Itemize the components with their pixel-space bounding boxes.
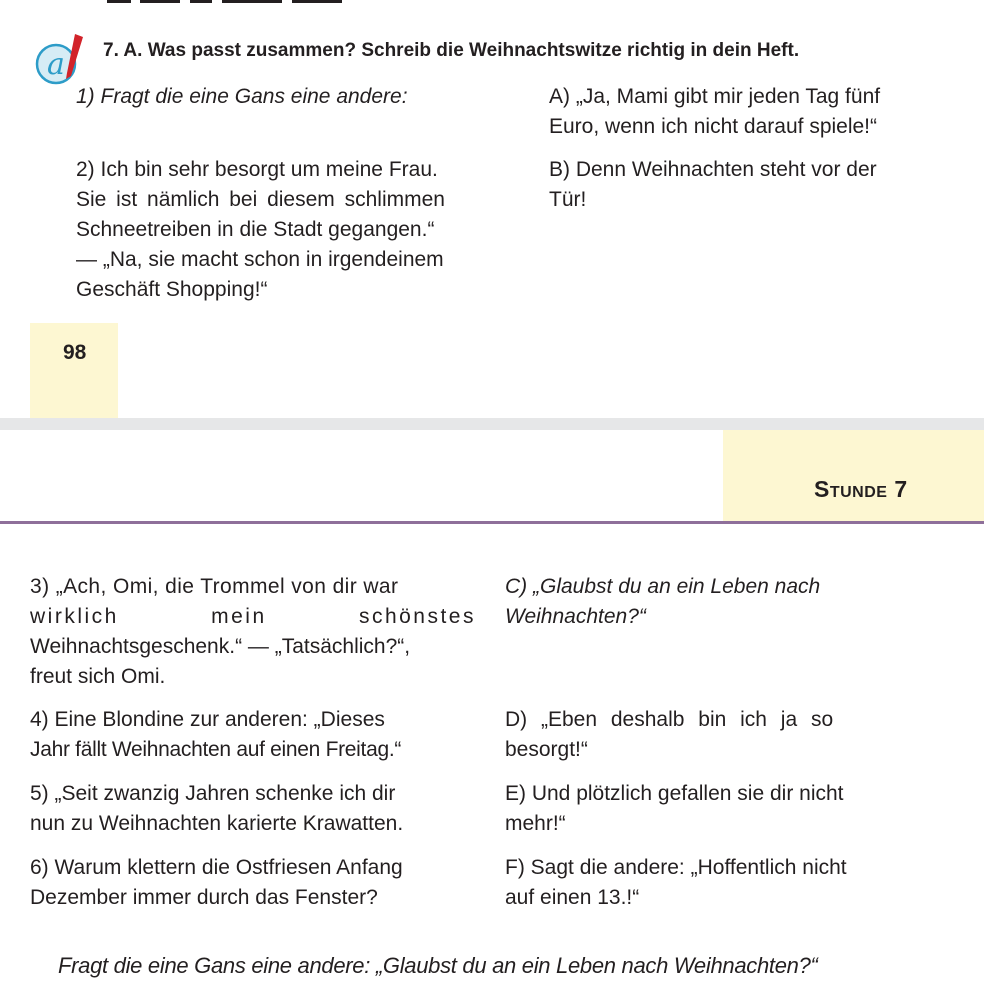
- task-icon-letter: a: [47, 47, 65, 82]
- answer-item-C: C) „Glaubst du an ein Leben nach Weihnachten?“: [505, 575, 821, 628]
- joke-item-2: 2) Ich bin sehr besorgt um meine Frau. Sie ist nämlich bei diesem schlimmen Schneetreiben in die Stadt gegangen.“ — „Na, sie macht schon in irgendeinem Geschäft Shopping!“: [76, 158, 445, 301]
- page-number: 98: [63, 341, 87, 364]
- task-header: 7. A. Was passt zusammen? Schreib die Weihnachtswitze richtig in dein Heft.: [103, 40, 800, 61]
- joke-item-3: 3) „Ach, Omi, die Trommel von dir war wirklich mein schönstes Weihnachtsgeschenk.“ — „Tatsächlich?“, freut sich Omi.: [30, 575, 476, 688]
- spread-line: wirklich mein schönstes: [30, 605, 476, 628]
- answer-item-E: E) Und plötzlich gefallen sie dir nicht mehr!“: [505, 782, 844, 835]
- answer-item-B: B) Denn Weihnachten steht vor der Tür!: [549, 158, 877, 211]
- chapter-rule: [0, 521, 984, 524]
- joke-item-1: 1) Fragt die eine Gans eine andere:: [76, 85, 408, 108]
- page-divider-band: [0, 418, 984, 430]
- answer-item-F: F) Sagt die andere: „Hoffentlich nicht auf einen 13.!“: [505, 856, 847, 909]
- writing-task-icon: [30, 30, 88, 88]
- answer-item-D: D) „Eben deshalb bin ich ja so besorgt!“: [505, 708, 834, 761]
- example-answer: Fragt die eine Gans eine andere: „Glaubst du an ein Leben nach Weihnachten?“: [58, 953, 818, 978]
- joke-item-4: 4) Eine Blondine zur anderen: „Dieses Jahr fällt Weihnachten auf einen Freitag.“: [30, 708, 402, 761]
- answer-item-A: A) „Ja, Mami gibt mir jeden Tag fünf Euro, wenn ich nicht darauf spiele!“: [549, 85, 881, 138]
- joke-item-5: 5) „Seit zwanzig Jahren schenke ich dir nun zu Weihnachten karierte Krawatten.: [30, 782, 404, 835]
- joke-item-6: 6) Warum klettern die Ostfriesen Anfang Dezember immer durch das Fenster?: [30, 856, 403, 909]
- page-number-box: [30, 323, 118, 418]
- chapter-title: Stunde 7: [814, 476, 908, 502]
- cropped-text-remnant: [0, 0, 984, 4]
